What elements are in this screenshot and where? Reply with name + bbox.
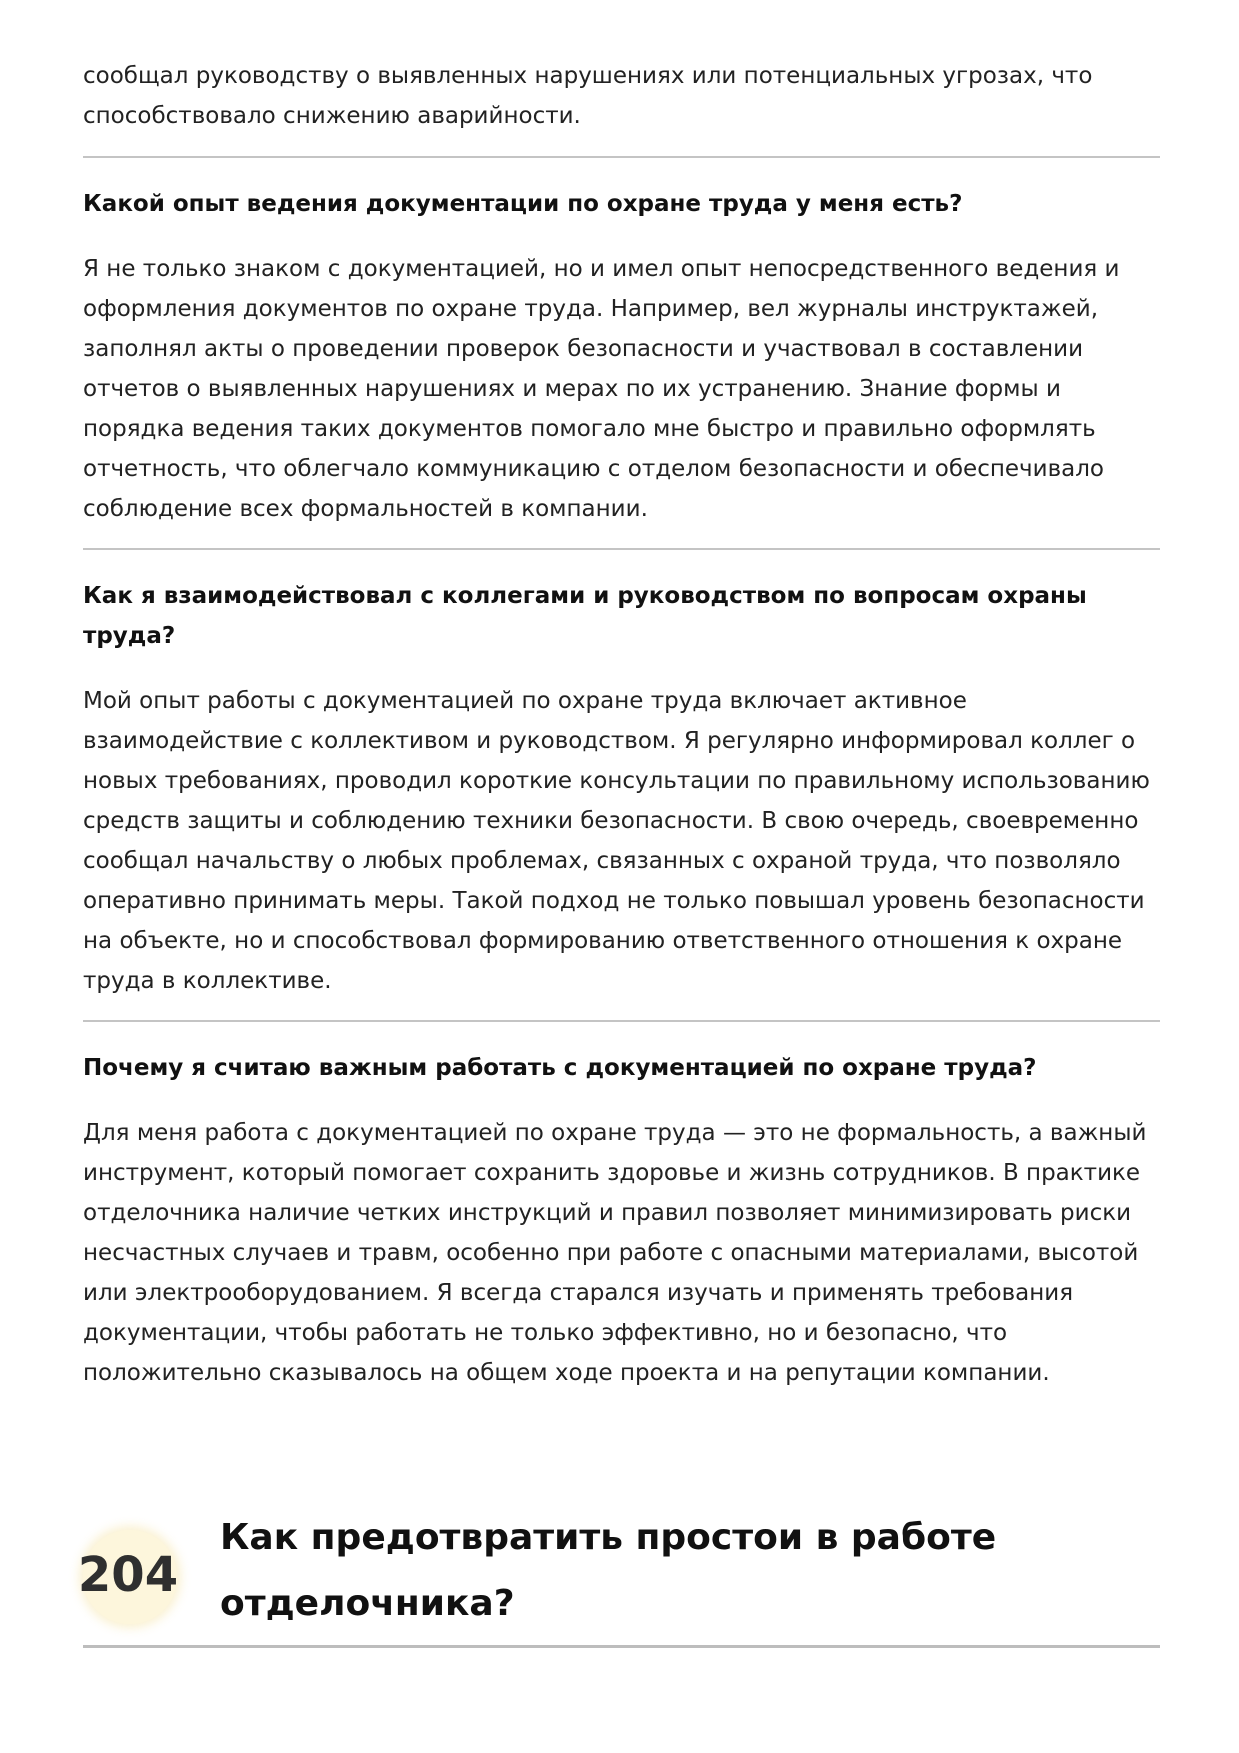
intro-paragraph: сообщал руководству о выявленных нарушениях или потенциальных угрозах, что способствовало снижению аварийности. (83, 63, 1093, 129)
answer-paragraph: Для меня работа с документацией по охране труда — это не формальность, а важный инструмент, который помогает сохранить здоровье и жизнь сотрудников. В практике отделочника наличие четких инструкций и правил позволяет минимизировать риски несчастных случаев и травм, особенно при работе с опасными материалами, высотой или электрооборудованием. Я всегда старался изучать и применять требования документации, чтобы работать не только эффективно, но и безопасно, что положительно сказывалось на общем ходе проекта и на репутации компании. (83, 1120, 1147, 1386)
question-heading: Какой опыт ведения документации по охране труда у меня есть? (83, 191, 963, 217)
section-title: Как предотвратить простои в работе отделочника? (220, 1517, 997, 1624)
document-body (83, 56, 1160, 1393)
answer-paragraph: Мой опыт работы с документацией по охране труда включает активное взаимодействие с коллективом и руководством. Я регулярно информировал коллег о новых требованиях, проводил короткие консультации по правильному использованию средств защиты и соблюдению техники безопасности. В свою очередь, своевременно сообщал начальству о любых проблемах, связанных с охраной труда, что позволяло оперативно принимать меры. Такой подход не только повышал уровень безопасности на объекте, но и способствовал формированию ответственного отношения к охране труда в коллективе. (83, 688, 1150, 994)
divider (83, 156, 1160, 158)
divider (83, 548, 1160, 550)
divider (83, 1020, 1160, 1022)
section-divider (83, 1645, 1160, 1648)
section-heading (77, 1505, 1160, 1645)
section-number: 204 (77, 1547, 179, 1603)
question-heading: Как я взаимодействовал с коллегами и руководством по вопросам охраны труда? (83, 583, 1087, 649)
question-heading: Почему я считаю важным работать с документацией по охране труда? (83, 1055, 1037, 1081)
answer-paragraph: Я не только знаком с документацией, но и имел опыт непосредственного ведения и оформления документов по охране труда. Например, вел журналы инструктажей, заполнял акты о проведении проверок безопасности и участвовал в составлении отчетов о выявленных нарушениях и мерах по их устранению. Знание формы и порядка ведения таких документов помогало мне быстро и правильно оформлять отчетность, что облегчало коммуникацию с отделом безопасности и обеспечивало соблюдение всех формальностей в компании. (83, 256, 1120, 522)
